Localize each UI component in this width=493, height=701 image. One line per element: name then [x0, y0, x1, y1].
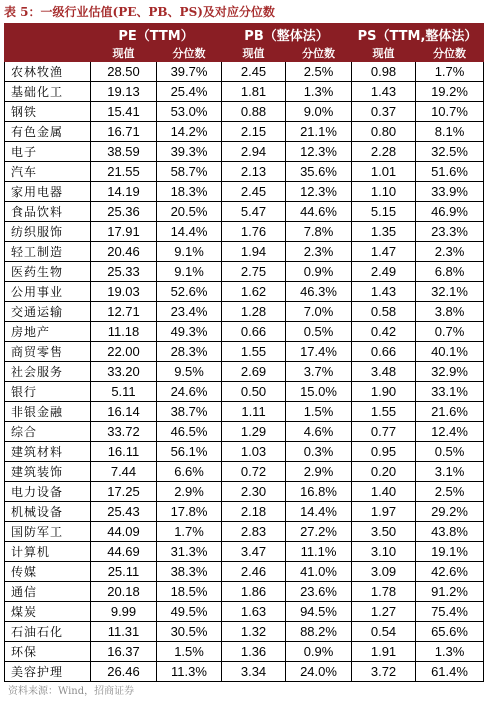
pb-percentile-cell: 0.3%: [286, 442, 352, 462]
pb-value-cell: 1.03: [222, 442, 286, 462]
industry-name-cell: 石油石化: [5, 622, 91, 642]
ps-value-cell: 1.90: [352, 382, 416, 402]
pe-value-cell: 20.18: [91, 582, 157, 602]
table-body: [5, 62, 484, 682]
table-row: [5, 202, 484, 222]
pb-value-cell: 1.55: [222, 342, 286, 362]
ps-percentile-cell: 8.1%: [416, 122, 484, 142]
pe-value-cell: 25.36: [91, 202, 157, 222]
pe-value-cell: 25.11: [91, 562, 157, 582]
ps-percentile-cell: 32.1%: [416, 282, 484, 302]
ps-value-cell: 1.27: [352, 602, 416, 622]
ps-value-cell: 0.58: [352, 302, 416, 322]
pb-value-cell: 2.30: [222, 482, 286, 502]
pb-value-cell: 3.34: [222, 662, 286, 682]
ps-percentile-cell: 43.8%: [416, 522, 484, 542]
industry-name-cell: 商贸零售: [5, 342, 91, 362]
pe-value-cell: 17.25: [91, 482, 157, 502]
industry-name-cell: 纺织服饰: [5, 222, 91, 242]
industry-name-cell: 电子: [5, 142, 91, 162]
ps-percentile-cell: 32.9%: [416, 362, 484, 382]
pe-percentile-cell: 1.7%: [157, 522, 222, 542]
group-header-pe: PE（TTM）: [91, 24, 222, 45]
industry-name-cell: 建筑材料: [5, 442, 91, 462]
sub-header-pb-percentile: 分位数: [286, 45, 352, 62]
pb-percentile-cell: 21.1%: [286, 122, 352, 142]
ps-value-cell: 1.91: [352, 642, 416, 662]
table-row: [5, 122, 484, 142]
ps-value-cell: 1.10: [352, 182, 416, 202]
sub-header-pe-value: 现值: [91, 45, 157, 62]
table-row: [5, 462, 484, 482]
ps-value-cell: 1.01: [352, 162, 416, 182]
ps-value-cell: 0.42: [352, 322, 416, 342]
pb-percentile-cell: 27.2%: [286, 522, 352, 542]
industry-name-cell: 房地产: [5, 322, 91, 342]
industry-name-cell: 有色金属: [5, 122, 91, 142]
pb-value-cell: 2.18: [222, 502, 286, 522]
table-row: [5, 382, 484, 402]
pe-value-cell: 11.18: [91, 322, 157, 342]
table-row: [5, 62, 484, 82]
table-row: [5, 602, 484, 622]
ps-percentile-cell: 91.2%: [416, 582, 484, 602]
table-row: [5, 362, 484, 382]
pe-value-cell: 28.50: [91, 62, 157, 82]
pe-value-cell: 16.11: [91, 442, 157, 462]
ps-percentile-cell: 42.6%: [416, 562, 484, 582]
pb-percentile-cell: 3.7%: [286, 362, 352, 382]
ps-value-cell: 0.98: [352, 62, 416, 82]
pb-value-cell: 1.11: [222, 402, 286, 422]
sub-header-pb-value: 现值: [222, 45, 286, 62]
pe-value-cell: 15.41: [91, 102, 157, 122]
pe-percentile-cell: 18.5%: [157, 582, 222, 602]
pb-value-cell: 0.72: [222, 462, 286, 482]
ps-percentile-cell: 23.3%: [416, 222, 484, 242]
ps-percentile-cell: 33.9%: [416, 182, 484, 202]
ps-percentile-cell: 3.8%: [416, 302, 484, 322]
pb-value-cell: 2.69: [222, 362, 286, 382]
ps-percentile-cell: 1.7%: [416, 62, 484, 82]
table-row: [5, 442, 484, 462]
pb-percentile-cell: 1.3%: [286, 82, 352, 102]
ps-percentile-cell: 46.9%: [416, 202, 484, 222]
pe-value-cell: 16.14: [91, 402, 157, 422]
pb-percentile-cell: 1.5%: [286, 402, 352, 422]
industry-name-cell: 社会服务: [5, 362, 91, 382]
pe-value-cell: 9.99: [91, 602, 157, 622]
pe-value-cell: 44.69: [91, 542, 157, 562]
ps-value-cell: 3.10: [352, 542, 416, 562]
industry-name-cell: 建筑装饰: [5, 462, 91, 482]
pb-value-cell: 0.88: [222, 102, 286, 122]
ps-value-cell: 1.43: [352, 82, 416, 102]
pb-percentile-cell: 44.6%: [286, 202, 352, 222]
pb-percentile-cell: 2.3%: [286, 242, 352, 262]
pb-value-cell: 1.94: [222, 242, 286, 262]
pb-value-cell: 2.45: [222, 62, 286, 82]
pe-percentile-cell: 49.5%: [157, 602, 222, 622]
pe-percentile-cell: 2.9%: [157, 482, 222, 502]
pe-value-cell: 25.43: [91, 502, 157, 522]
table-row: [5, 302, 484, 322]
pe-percentile-cell: 28.3%: [157, 342, 222, 362]
pb-value-cell: 1.32: [222, 622, 286, 642]
pe-value-cell: 16.37: [91, 642, 157, 662]
pb-value-cell: 2.15: [222, 122, 286, 142]
sub-header-ps-value: 现值: [352, 45, 416, 62]
ps-value-cell: 0.77: [352, 422, 416, 442]
ps-percentile-cell: 65.6%: [416, 622, 484, 642]
pe-value-cell: 14.19: [91, 182, 157, 202]
industry-name-cell: 公用事业: [5, 282, 91, 302]
pb-value-cell: 1.86: [222, 582, 286, 602]
table-row: [5, 342, 484, 362]
pe-value-cell: 12.71: [91, 302, 157, 322]
pe-percentile-cell: 56.1%: [157, 442, 222, 462]
ps-percentile-cell: 29.2%: [416, 502, 484, 522]
table-row: [5, 322, 484, 342]
industry-name-cell: 计算机: [5, 542, 91, 562]
ps-value-cell: 0.37: [352, 102, 416, 122]
pb-value-cell: 2.75: [222, 262, 286, 282]
pb-percentile-cell: 23.6%: [286, 582, 352, 602]
industry-name-cell: 煤炭: [5, 602, 91, 622]
pe-value-cell: 33.72: [91, 422, 157, 442]
pb-percentile-cell: 7.0%: [286, 302, 352, 322]
ps-value-cell: 1.55: [352, 402, 416, 422]
pe-value-cell: 20.46: [91, 242, 157, 262]
ps-value-cell: 0.80: [352, 122, 416, 142]
ps-percentile-cell: 61.4%: [416, 662, 484, 682]
industry-name-cell: 食品饮料: [5, 202, 91, 222]
pe-percentile-cell: 38.3%: [157, 562, 222, 582]
industry-name-cell: 交通运输: [5, 302, 91, 322]
pb-value-cell: 0.66: [222, 322, 286, 342]
pb-value-cell: 1.62: [222, 282, 286, 302]
ps-value-cell: 2.28: [352, 142, 416, 162]
pb-percentile-cell: 0.9%: [286, 262, 352, 282]
pb-value-cell: 3.47: [222, 542, 286, 562]
industry-name-cell: 汽车: [5, 162, 91, 182]
pb-percentile-cell: 12.3%: [286, 142, 352, 162]
pb-value-cell: 2.94: [222, 142, 286, 162]
table-row: [5, 182, 484, 202]
ps-value-cell: 1.43: [352, 282, 416, 302]
ps-percentile-cell: 75.4%: [416, 602, 484, 622]
pb-percentile-cell: 4.6%: [286, 422, 352, 442]
table-row: [5, 282, 484, 302]
pb-percentile-cell: 41.0%: [286, 562, 352, 582]
ps-value-cell: 3.09: [352, 562, 416, 582]
ps-value-cell: 0.20: [352, 462, 416, 482]
ps-percentile-cell: 32.5%: [416, 142, 484, 162]
pe-percentile-cell: 14.4%: [157, 222, 222, 242]
pb-percentile-cell: 0.5%: [286, 322, 352, 342]
ps-value-cell: 1.47: [352, 242, 416, 262]
pb-value-cell: 2.45: [222, 182, 286, 202]
pe-value-cell: 33.20: [91, 362, 157, 382]
pb-percentile-cell: 46.3%: [286, 282, 352, 302]
ps-value-cell: 3.48: [352, 362, 416, 382]
valuation-table: [4, 23, 484, 682]
table-row: [5, 582, 484, 602]
ps-value-cell: 0.54: [352, 622, 416, 642]
pe-percentile-cell: 17.8%: [157, 502, 222, 522]
pb-percentile-cell: 9.0%: [286, 102, 352, 122]
pb-percentile-cell: 11.1%: [286, 542, 352, 562]
table-row: [5, 522, 484, 542]
group-header-ps: PS（TTM,整体法）: [352, 24, 484, 45]
table-row: [5, 142, 484, 162]
pe-percentile-cell: 53.0%: [157, 102, 222, 122]
ps-value-cell: 0.95: [352, 442, 416, 462]
industry-header-blank: [5, 24, 91, 62]
ps-percentile-cell: 33.1%: [416, 382, 484, 402]
pe-percentile-cell: 18.3%: [157, 182, 222, 202]
ps-percentile-cell: 19.1%: [416, 542, 484, 562]
ps-percentile-cell: 2.5%: [416, 482, 484, 502]
pb-percentile-cell: 7.8%: [286, 222, 352, 242]
pe-value-cell: 26.46: [91, 662, 157, 682]
pb-value-cell: 1.28: [222, 302, 286, 322]
pb-value-cell: 1.81: [222, 82, 286, 102]
ps-percentile-cell: 1.3%: [416, 642, 484, 662]
industry-name-cell: 机械设备: [5, 502, 91, 522]
table-row: [5, 422, 484, 442]
industry-name-cell: 银行: [5, 382, 91, 402]
pe-percentile-cell: 24.6%: [157, 382, 222, 402]
pe-percentile-cell: 31.3%: [157, 542, 222, 562]
table-row: [5, 502, 484, 522]
ps-percentile-cell: 0.5%: [416, 442, 484, 462]
pe-value-cell: 22.00: [91, 342, 157, 362]
ps-percentile-cell: 12.4%: [416, 422, 484, 442]
pb-percentile-cell: 94.5%: [286, 602, 352, 622]
industry-name-cell: 美容护理: [5, 662, 91, 682]
pb-percentile-cell: 24.0%: [286, 662, 352, 682]
pe-percentile-cell: 46.5%: [157, 422, 222, 442]
pb-value-cell: 1.76: [222, 222, 286, 242]
table-row: [5, 402, 484, 422]
table-row: [5, 562, 484, 582]
ps-value-cell: 3.50: [352, 522, 416, 542]
table-row: [5, 102, 484, 122]
ps-percentile-cell: 10.7%: [416, 102, 484, 122]
ps-value-cell: 2.49: [352, 262, 416, 282]
ps-percentile-cell: 0.7%: [416, 322, 484, 342]
ps-value-cell: 1.78: [352, 582, 416, 602]
pb-percentile-cell: 2.9%: [286, 462, 352, 482]
pe-percentile-cell: 58.7%: [157, 162, 222, 182]
pe-percentile-cell: 20.5%: [157, 202, 222, 222]
industry-name-cell: 轻工制造: [5, 242, 91, 262]
pe-percentile-cell: 14.2%: [157, 122, 222, 142]
pb-value-cell: 0.50: [222, 382, 286, 402]
pe-percentile-cell: 25.4%: [157, 82, 222, 102]
ps-percentile-cell: 6.8%: [416, 262, 484, 282]
ps-percentile-cell: 2.3%: [416, 242, 484, 262]
pb-value-cell: 1.63: [222, 602, 286, 622]
table-row: [5, 622, 484, 642]
industry-name-cell: 电力设备: [5, 482, 91, 502]
pe-value-cell: 38.59: [91, 142, 157, 162]
pb-value-cell: 2.46: [222, 562, 286, 582]
pb-percentile-cell: 0.9%: [286, 642, 352, 662]
pe-percentile-cell: 52.6%: [157, 282, 222, 302]
pe-value-cell: 17.91: [91, 222, 157, 242]
pe-value-cell: 21.55: [91, 162, 157, 182]
pe-percentile-cell: 38.7%: [157, 402, 222, 422]
pb-percentile-cell: 88.2%: [286, 622, 352, 642]
pe-percentile-cell: 39.3%: [157, 142, 222, 162]
table-row: [5, 162, 484, 182]
pb-value-cell: 1.36: [222, 642, 286, 662]
ps-percentile-cell: 3.1%: [416, 462, 484, 482]
industry-name-cell: 钢铁: [5, 102, 91, 122]
pb-percentile-cell: 17.4%: [286, 342, 352, 362]
ps-value-cell: 5.15: [352, 202, 416, 222]
pb-percentile-cell: 35.6%: [286, 162, 352, 182]
industry-name-cell: 非银金融: [5, 402, 91, 422]
ps-value-cell: 1.35: [352, 222, 416, 242]
table-title: 表 5：一级行业估值(PE、PB、PS)及对应分位数: [4, 5, 275, 19]
pe-percentile-cell: 9.1%: [157, 242, 222, 262]
group-header-row: [5, 24, 484, 45]
table-row: [5, 262, 484, 282]
pe-percentile-cell: 23.4%: [157, 302, 222, 322]
pe-value-cell: 19.13: [91, 82, 157, 102]
group-header-pb: PB（整体法）: [222, 24, 352, 45]
pe-value-cell: 25.33: [91, 262, 157, 282]
pe-value-cell: 5.11: [91, 382, 157, 402]
source-note: 资料来源：Wind，招商证券: [8, 686, 135, 697]
ps-percentile-cell: 51.6%: [416, 162, 484, 182]
industry-name-cell: 国防军工: [5, 522, 91, 542]
table-row: [5, 242, 484, 262]
pe-value-cell: 11.31: [91, 622, 157, 642]
industry-name-cell: 农林牧渔: [5, 62, 91, 82]
ps-percentile-cell: 21.6%: [416, 402, 484, 422]
pe-percentile-cell: 1.5%: [157, 642, 222, 662]
industry-name-cell: 医药生物: [5, 262, 91, 282]
pe-value-cell: 16.71: [91, 122, 157, 142]
pb-value-cell: 1.29: [222, 422, 286, 442]
pe-value-cell: 44.09: [91, 522, 157, 542]
ps-value-cell: 1.97: [352, 502, 416, 522]
pb-percentile-cell: 15.0%: [286, 382, 352, 402]
pb-value-cell: 2.13: [222, 162, 286, 182]
pb-value-cell: 2.83: [222, 522, 286, 542]
industry-name-cell: 综合: [5, 422, 91, 442]
ps-value-cell: 1.40: [352, 482, 416, 502]
ps-value-cell: 0.66: [352, 342, 416, 362]
pe-percentile-cell: 9.1%: [157, 262, 222, 282]
pb-value-cell: 5.47: [222, 202, 286, 222]
pe-percentile-cell: 11.3%: [157, 662, 222, 682]
pb-percentile-cell: 16.8%: [286, 482, 352, 502]
industry-name-cell: 家用电器: [5, 182, 91, 202]
industry-name-cell: 环保: [5, 642, 91, 662]
sub-header-pe-percentile: 分位数: [157, 45, 222, 62]
industry-name-cell: 传媒: [5, 562, 91, 582]
pe-percentile-cell: 49.3%: [157, 322, 222, 342]
pe-percentile-cell: 39.7%: [157, 62, 222, 82]
table-row: [5, 662, 484, 682]
ps-percentile-cell: 19.2%: [416, 82, 484, 102]
table-row: [5, 222, 484, 242]
ps-percentile-cell: 40.1%: [416, 342, 484, 362]
table-row: [5, 542, 484, 562]
ps-value-cell: 3.72: [352, 662, 416, 682]
pe-percentile-cell: 30.5%: [157, 622, 222, 642]
industry-name-cell: 通信: [5, 582, 91, 602]
pb-percentile-cell: 14.4%: [286, 502, 352, 522]
table-row: [5, 482, 484, 502]
sub-header-ps-percentile: 分位数: [416, 45, 484, 62]
table-row: [5, 642, 484, 662]
pe-percentile-cell: 6.6%: [157, 462, 222, 482]
industry-name-cell: 基础化工: [5, 82, 91, 102]
pe-percentile-cell: 9.5%: [157, 362, 222, 382]
pb-percentile-cell: 12.3%: [286, 182, 352, 202]
table-row: [5, 82, 484, 102]
pb-percentile-cell: 2.5%: [286, 62, 352, 82]
pe-value-cell: 7.44: [91, 462, 157, 482]
pe-value-cell: 19.03: [91, 282, 157, 302]
